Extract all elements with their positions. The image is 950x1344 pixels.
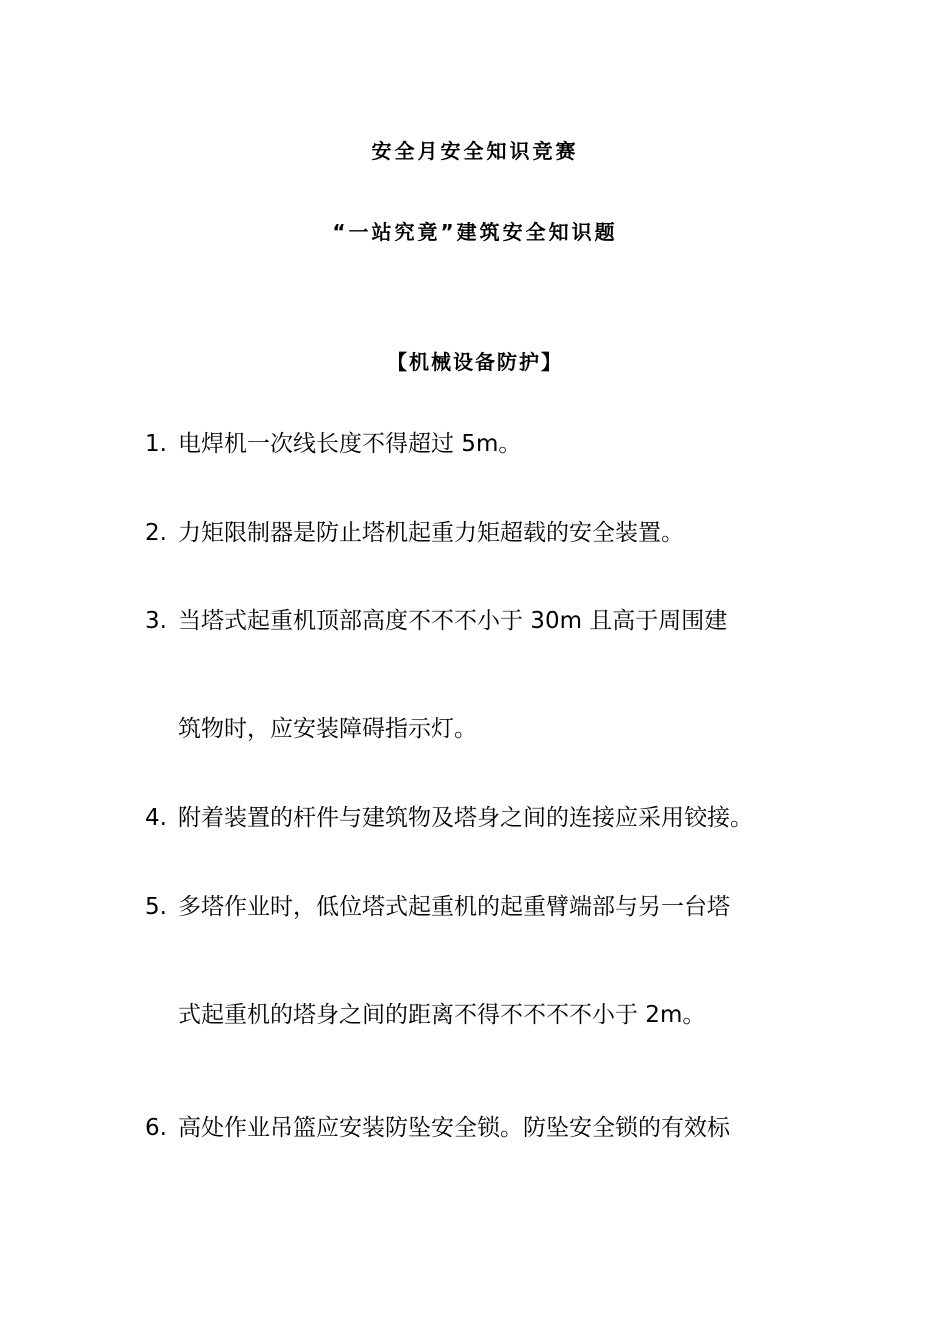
item-1-number: 1. — [145, 431, 167, 457]
item-4-number: 4. — [145, 805, 167, 831]
item-6-number: 6. — [145, 1115, 167, 1141]
item-5-number: 5. — [145, 894, 167, 920]
item-5-text-line-1: 多塔作业时，低位塔式起重机的起重臂端部与另一台塔 — [178, 894, 730, 920]
item-3-number: 3. — [145, 608, 167, 634]
section-heading: 【机械设备防护】 — [387, 350, 563, 374]
item-3-text-line-1: 当塔式起重机顶部高度不不不小于 30m 且高于周围建 — [178, 608, 728, 634]
document-subtitle: “一站究竟”建筑安全知识题 — [332, 220, 618, 244]
item-2-text: 力矩限制器是防止塔机起重力矩超载的安全装置。 — [178, 520, 684, 546]
item-2-number: 2. — [145, 520, 167, 546]
item-5-text-line-2: 式起重机的塔身之间的距离不得不不不不小于 2m。 — [178, 1002, 706, 1028]
document-title: 安全月安全知识竞赛 — [371, 139, 579, 163]
item-3-text-line-2: 筑物时，应安装障碍指示灯。 — [178, 716, 477, 742]
item-1-text: 电焊机一次线长度不得超过 5m。 — [178, 431, 522, 457]
item-6-text: 高处作业吊篮应安装防坠安全锁。防坠安全锁的有效标 — [178, 1115, 730, 1141]
item-4-text: 附着装置的杆件与建筑物及塔身之间的连接应采用铰接。 — [178, 805, 753, 831]
